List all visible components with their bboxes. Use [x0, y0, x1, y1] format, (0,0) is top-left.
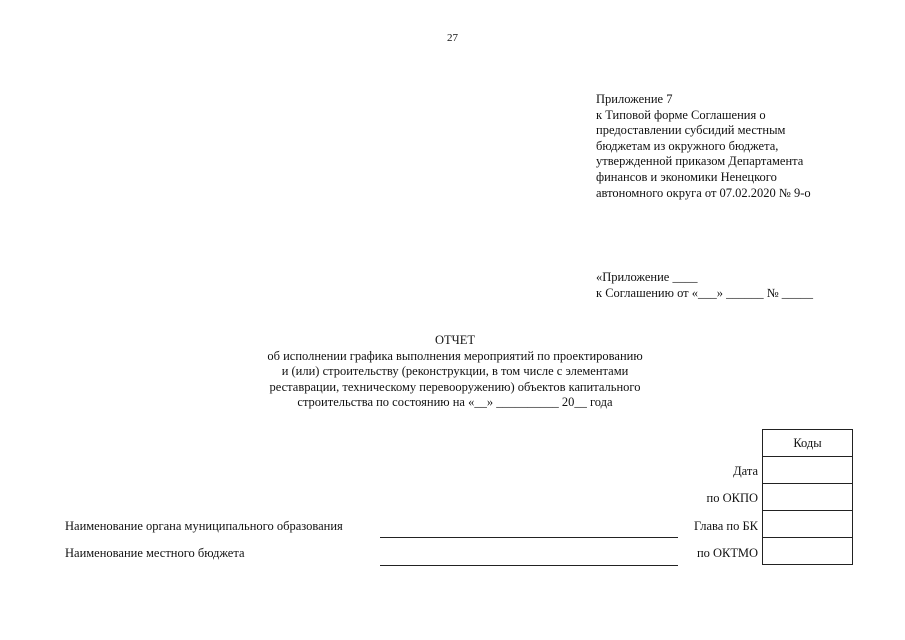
appendix-line: автономного округа от 07.02.2020 № 9-о [596, 185, 811, 200]
appendix-line: Приложение 7 [596, 92, 673, 106]
municipal-body-field[interactable] [380, 537, 678, 538]
codes-header: Коды [763, 430, 853, 457]
code-label-okpo: по ОКПО [706, 491, 758, 505]
appendix-note [596, 92, 811, 201]
codes-header-row [763, 430, 853, 457]
municipal-body-label: Наименование органа муниципального образования [65, 519, 343, 533]
attachment-line: к Соглашению от «___» ______ № _____ [596, 286, 814, 300]
local-budget-label: Наименование местного бюджета [65, 546, 245, 560]
code-row-oktmo [763, 538, 853, 565]
code-cell-okpo[interactable] [763, 484, 853, 511]
appendix-line: финансов и экономики Ненецкого [596, 169, 777, 184]
appendix-line: предоставлении субсидий местным [596, 123, 786, 138]
code-cell-bk[interactable] [763, 511, 853, 538]
report-subtitle-line: об исполнении графика выполнения мероприятий по проектированию [267, 348, 643, 363]
appendix-line: к Типовой форме Соглашения о [596, 107, 766, 122]
codes-table [762, 429, 853, 565]
code-label-date: Дата [733, 464, 758, 478]
local-budget-field[interactable] [380, 565, 678, 566]
code-row-okpo [763, 484, 853, 511]
attachment-note [596, 269, 813, 301]
report-subtitle-line: реставрации, техническому перевооружению) объектов капитального [269, 379, 641, 394]
code-row-date [763, 457, 853, 484]
report-heading [215, 333, 695, 411]
page-number: 27 [447, 32, 458, 44]
appendix-line: утвержденной приказом Департамента [596, 154, 804, 169]
report-subtitle-line: строительства по состоянию на «__» __________ 20__ года [297, 395, 613, 410]
report-title: ОТЧЕТ [434, 333, 476, 347]
appendix-line: бюджетам из окружного бюджета, [596, 138, 779, 153]
code-cell-oktmo[interactable] [763, 538, 853, 565]
code-cell-date[interactable] [763, 457, 853, 484]
code-label-oktmo: по ОКТМО [696, 546, 758, 560]
attachment-line: «Приложение ____ [596, 270, 698, 284]
report-subtitle-line: и (или) строительству (реконструкции, в том числе с элементами [281, 364, 629, 379]
code-label-bk: Глава по БК [693, 519, 758, 533]
code-row-bk [763, 511, 853, 538]
